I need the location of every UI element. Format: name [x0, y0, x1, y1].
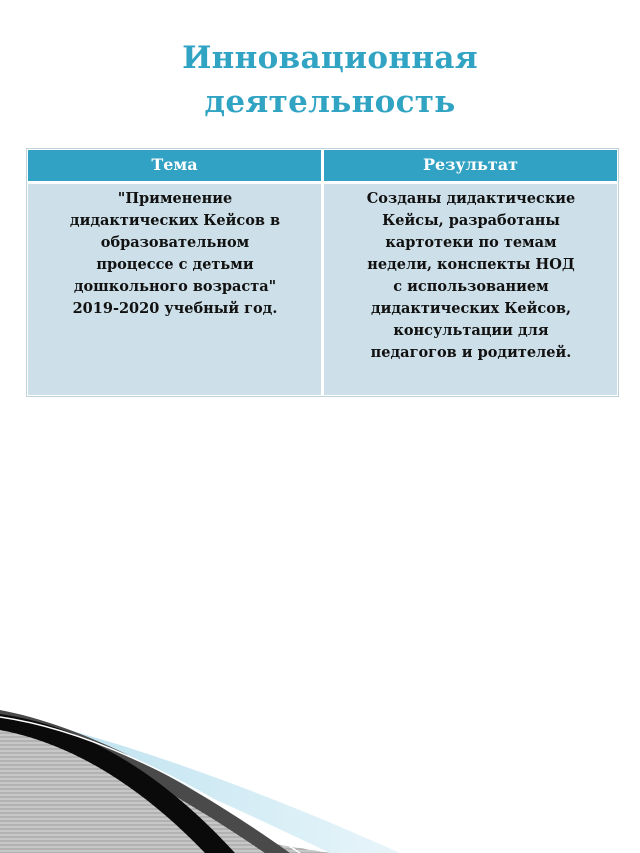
- innovation-table: [27, 149, 618, 396]
- slide-title: [0, 36, 640, 124]
- column-divider: [321, 150, 324, 395]
- topic-line: дидактических Кейсов в: [69, 212, 281, 229]
- header-topic: Тема: [151, 155, 198, 174]
- topic-line: образовательном: [100, 234, 250, 251]
- topic-line: 2019-2020 учебный год.: [72, 300, 278, 317]
- header-result: Результат: [423, 155, 518, 174]
- result-line: Созданы дидактические: [366, 190, 576, 207]
- topic-cell: [32, 188, 318, 320]
- slide-title-line-1: Инновационная: [182, 40, 478, 76]
- topic-line: "Применение: [117, 190, 233, 207]
- result-line: недели, конспекты НОД: [367, 256, 575, 273]
- result-cell: [328, 188, 614, 364]
- result-line: дидактических Кейсов,: [370, 300, 572, 317]
- decorative-swoosh: [0, 680, 640, 853]
- slide-title-line-2: деятельность: [204, 84, 456, 120]
- result-line: с использованием: [393, 278, 549, 295]
- result-line: картотеки по темам: [385, 234, 557, 251]
- result-line: педагогов и родителей.: [370, 344, 572, 361]
- result-line: консультации для: [393, 322, 549, 339]
- result-line: Кейсы, разработаны: [382, 212, 560, 229]
- topic-line: процессе с детьми: [96, 256, 254, 273]
- topic-line: дошкольного возраста": [73, 278, 277, 295]
